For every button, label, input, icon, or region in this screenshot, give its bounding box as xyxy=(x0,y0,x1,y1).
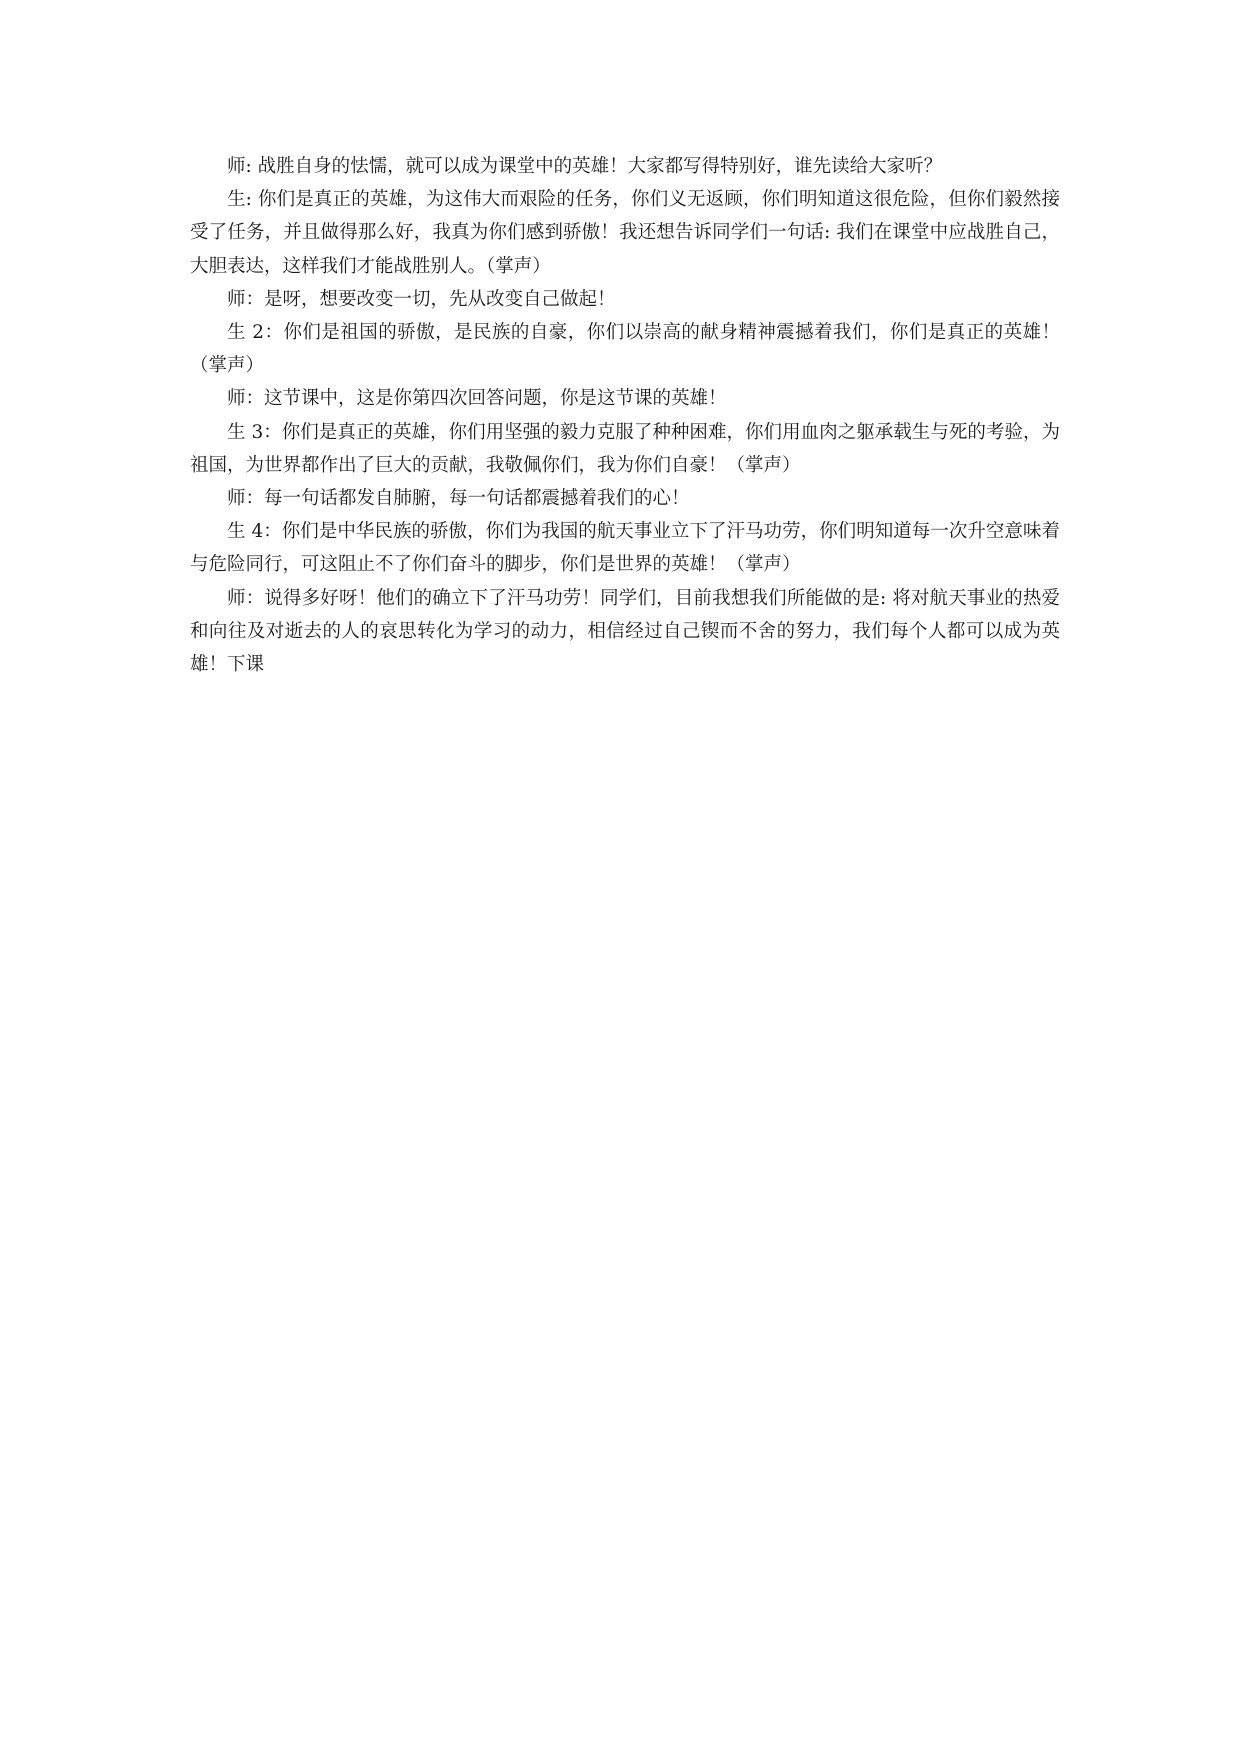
paragraph-teacher-4: 师：每一句话都发自肺腑，每一句话都震撼着我们的心！ xyxy=(227,488,690,510)
paragraph-teacher-2: 师：是呀，想要改变一切，先从改变自己做起！ xyxy=(227,288,616,310)
paragraph-teacher-1: 师: 战胜自身的怯懦，就可以成为课堂中的英雄！大家都写得特别好，谁先读给大家听？ xyxy=(227,156,943,177)
paragraph-student-1: 生: 你们是真正的英雄，为这伟大而艰险的任务，你们义无返顾，你们明知道这很危险，但你们毅然接受了任务，并且做得那么好，我真为你们感到骄傲！我还想告诉同学们一句话: 我们在课堂中应战胜自己，大胆表达，这样我们才能战胜别人。（掌声） xyxy=(190,189,1060,277)
document-body xyxy=(190,150,1060,681)
paragraph-teacher-5: 师：说得多好呀！他们的确立下了汗马功劳！同学们，目前我想我们所能做的是: 将对航天事业的热爱和向往及对逝去的人的哀思转化为学习的动力，相信经过自己锲而不舍的努力，我们每个人都可以成为英雄！下课 xyxy=(190,587,1060,676)
paragraph-student-4: 生 4：你们是中华民族的骄傲，你们为我国的航天事业立下了汗马功劳，你们明知道每一次升空意味着与危险同行，可这阻止不了你们奋斗的脚步，你们是世界的英雄！（掌声） xyxy=(190,521,1060,576)
paragraph-student-2: 生 2：你们是祖国的骄傲，是民族的自豪，你们以崇高的献身精神震撼着我们，你们是真正的英雄！（掌声） xyxy=(190,322,1060,377)
paragraph-teacher-3: 师：这节课中，这是你第四次回答问题，你是这节课的英雄！ xyxy=(227,388,727,410)
paragraph-student-3: 生 3：你们是真正的英雄，你们用坚强的毅力克服了种种困难，你们用血肉之躯承载生与死的考验，为祖国，为世界都作出了巨大的贡献，我敬佩你们，我为你们自豪！（掌声） xyxy=(190,421,1060,476)
